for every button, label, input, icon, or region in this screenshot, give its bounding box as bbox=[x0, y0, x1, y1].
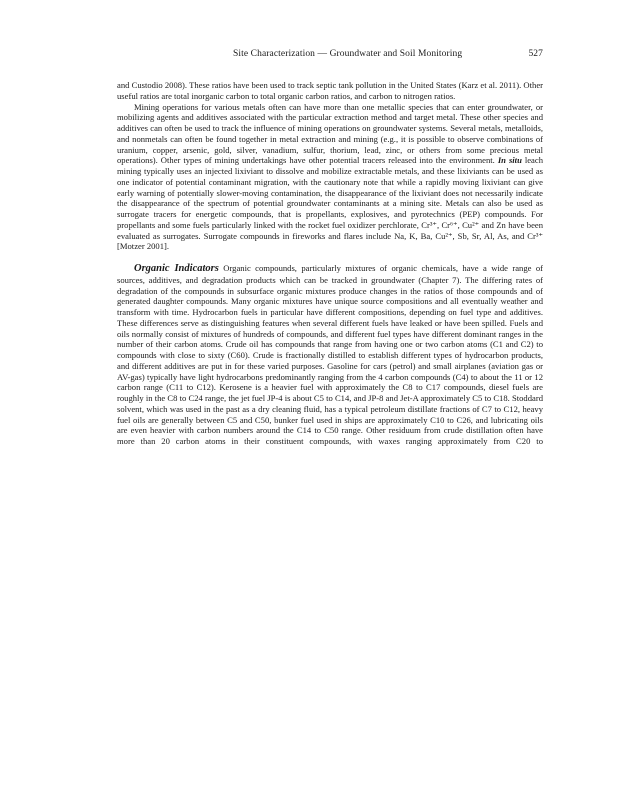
running-header bbox=[233, 49, 543, 59]
emphasis-term: In situ bbox=[497, 155, 522, 166]
running-title: Site Characterization — Groundwater and Soil Monitoring bbox=[233, 49, 463, 59]
paragraph: and Custodio 2008). These ratios have been used to track septic tank pollution in the United States (Karz et al. 2011). Other useful ratios are total inorganic carbon to total organic carbon ratios, and carbon to nitrogen ratios. bbox=[117, 80, 543, 101]
page-number: 527 bbox=[528, 49, 543, 59]
paragraph bbox=[117, 263, 543, 447]
paragraph bbox=[117, 102, 543, 253]
paragraph-text: Mining operations for various metals often can have more than one metallic species that can enter groundwater, or mobilizing agents and additives associated with the particular extraction method and target metal. These other species and additives can often be used to track the influence of mining operations on groundwater systems. Several metals, metalloids, and nonmetals can often be found together in metal extraction and mining (e.g., it is possible to observe combinations of uranium, copper, arsenic, gold, silver, vanadium, sulfur, thorium, lead, zinc, or others from some precious metal operations). Other types of mining undertakings have other potential tracers released into the environment. bbox=[117, 101, 543, 166]
body-text bbox=[117, 80, 543, 447]
paragraph-text: leach mining typically uses an injected lixiviant to dissolve and mobilize extractable metals, and these lixiviants can be used as one indicator of potential contaminant migration, with the cautionary note that while a rapidly moving lixiviant can give early warning of potentially slower-moving contamination, the disappearance of the lixiviant does not necessarily indicate the disappearance of the spectrum of potential groundwater contaminants at a mining site. Metals can also be used as surrogate tracers for energetic compounds, that is propellants, explosives, and pyrotechnics (PEP) compounds. For propellants and some fuels particularly linked with the rocket fuel oxidizer perchlorate, Cr³⁺, Cr⁶⁺, Cu²⁺ and Zn have been evaluated as surrogates. Surrogate compounds in fireworks and flares include Na, K, Ba, Cu²⁺, Sb, Sr, Al, As, and Cr³⁺ [Motzer 2001]. bbox=[117, 155, 543, 252]
paragraph-text: Organic compounds, particularly mixtures of organic chemicals, have a wide range of sources, additives, and degradation products which can be tracked in groundwater (Chapter 7). The differing rates of degradation of the compounds in subsurface organic mixtures produce changes in the ratios of those compounds and of generated daughter compounds. Many organic mixtures have unique source compositions and all eventually weather and transform with time. Hydrocarbon fuels in particular have different compositions, depending on fuel type and additives. These differences serve as distinguishing features when several different fuels have leaked or have been spilled. Fuels and oils normally consist of mixtures of hundreds of compounds, and different fuel types have different dominant ranges in the number of their carbon atoms. Crude oil has compounds that range from having one or two carbon atoms (C1 and C2) to compounds with close to sixty (C60). Crude is fractionally distilled to establish different types of hydrocarbon products, and different additives are put in for these varied purposes. Gasoline for cars (petrol) and small airplanes (aviation gas or AV-gas) typically have light hydrocarbons predominantly ranging from the 4 carbon compounds (C4) to about the 11 or 12 carbon range (C11 to C12). Kerosene is a heavier fuel with approximately the C8 to C17 compounds, diesel fuels are roughly in the C8 to C24 range, the jet fuel JP-4 is about C5 to C14, and JP-8 and Jet-A approximately C5 to C18. Stoddard solvent, which was used in the past as a dry cleaning fluid, has a typical petroleum distillate fractions of C7 to C12, heavy fuel oils are generally between C5 and C50, bunker fuel used in ships are approximately C10 to C26, and lubricating oils are even heavier with carbon numbers around the C14 to C50 range. Other residuum from crude distillation often have more than 20 carbon atoms in their constituent compounds, with waxes ranging approximately from C20 to bbox=[117, 263, 544, 446]
section-heading: Organic Indicators bbox=[134, 263, 219, 274]
section-spacer bbox=[117, 252, 543, 263]
